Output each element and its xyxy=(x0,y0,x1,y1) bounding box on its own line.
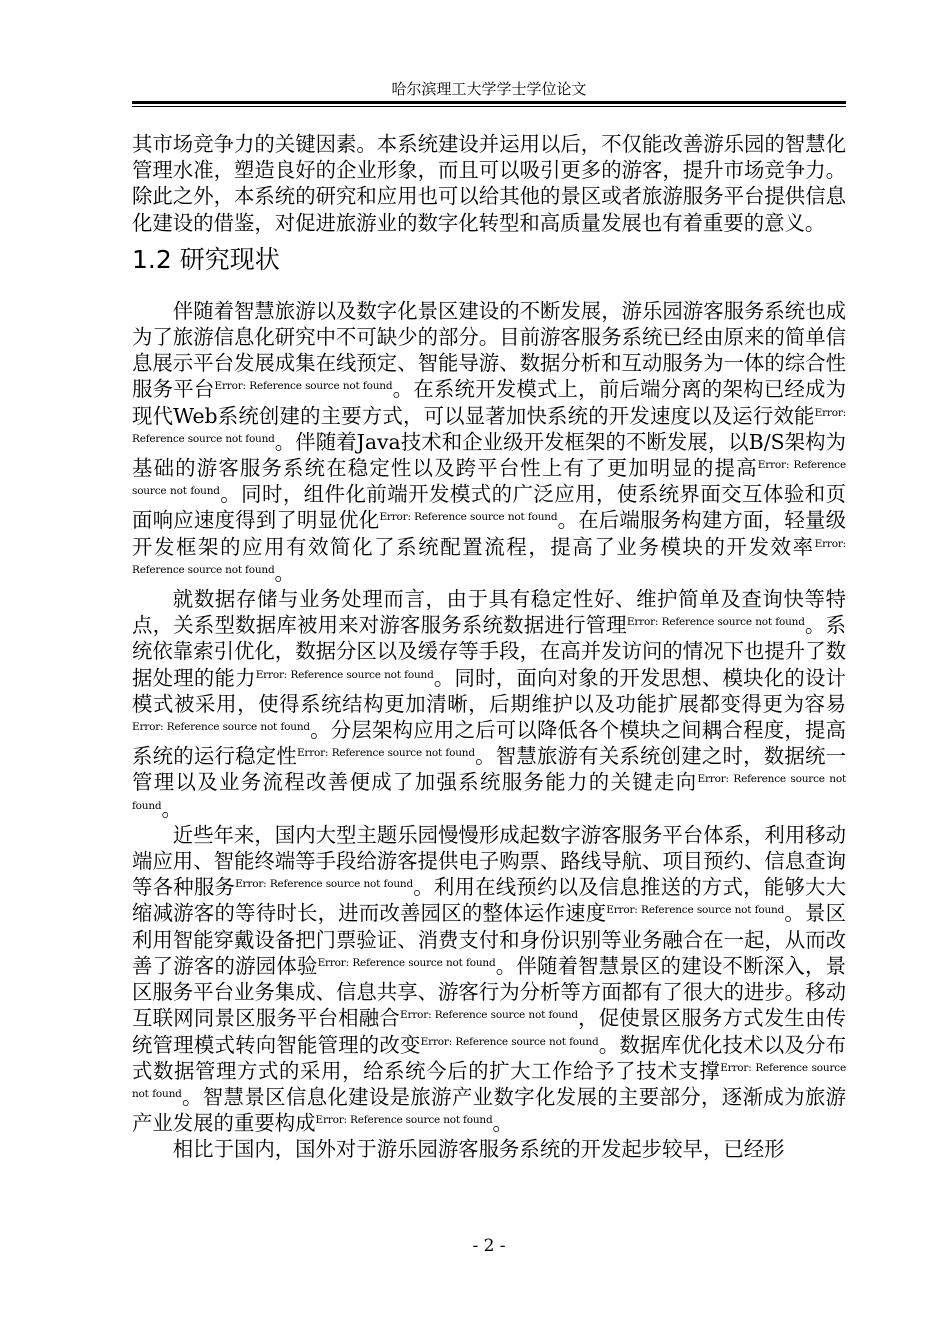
paragraph-4: 相比于国内，国外对于游乐园游客服务系统的开发起步较早，已经形 xyxy=(172,1137,785,1162)
text-run: 。智慧景区信息化建设是旅游产业数字化发展的主要部分，逐渐成为旅游产业发展的重要构成 xyxy=(132,1084,847,1136)
paragraph-3 xyxy=(132,822,846,1136)
text-run: 。伴随着智慧景区的建设不断深入，景区服务平台业务集成、信息共享、游客行为分析等方面都有了很大的进步。移动互联网同景区服务平台相融合 xyxy=(132,953,847,1031)
citation-marker: Error: Reference source not found xyxy=(315,1114,493,1127)
citation-marker: Error: Reference source not found xyxy=(255,668,434,681)
section-heading: 1.2 研究现状 xyxy=(132,244,280,274)
paragraph-1 xyxy=(132,298,846,586)
text-run: 。利用在线预约以及信息推送的方式，能够大大缩减游客的等待时长，进而改善园区的整体运作速度 xyxy=(132,875,846,926)
header-rule-thick xyxy=(132,101,846,104)
text-run: 。 xyxy=(274,560,295,585)
paragraph-2 xyxy=(132,586,846,822)
citation-marker: Error: Reference source not found xyxy=(132,406,846,445)
text-run: 。同时，面向对象的开发思想、模块化的设计模式被采用，使得系统结构更加清晰，后期维护以及功能扩展都变得更为容易 xyxy=(132,665,846,716)
citation-marker: Error: Reference source not found xyxy=(214,380,393,393)
text-run: 伴随着智慧旅游以及数字化景区建设的不断发展，游乐园游客服务系统也成为了旅游信息化研究中不可缺少的部分。目前游客服务系统已经由原来的简单信息展示平台发展成集在线预定、智能导游、数据分析和互动服务为一体的综合性服务平台 xyxy=(132,298,846,402)
citation-marker: Error: Reference source not found xyxy=(235,878,413,891)
text-run: 。在后端服务构建方面，轻量级开发框架的应用有效简化了系统配置流程，提高了业务模块的开发效率 xyxy=(132,508,847,559)
running-header: 哈尔滨理工大学学士学位论文 xyxy=(391,80,587,98)
text-run: 。在系统开发模式上，前后端分离的架构已经成为现代Web系统创建的主要方式，可以显著加快系统的开发速度以及运行效能 xyxy=(132,377,847,428)
citation-marker: Error: Reference source not found xyxy=(132,459,846,498)
text-run: 。 xyxy=(492,1111,513,1136)
citation-marker: Error: Reference source not found xyxy=(132,537,846,576)
citation-marker: Error: Reference source not found xyxy=(379,511,558,524)
citation-marker: Error: Reference source not found xyxy=(400,1009,578,1022)
text-run: 。景区利用智能穿戴设备把门票验证、消费支付和身份识别等业务融合在一起，从而改善了游客的游园体验 xyxy=(132,901,846,978)
citation-marker: Error: Reference source not found xyxy=(132,1061,846,1100)
citation-marker: Error: Reference source not found xyxy=(296,747,475,760)
citation-marker: Error: Reference source not found xyxy=(606,904,785,917)
citation-marker: Error: Reference source not found xyxy=(626,616,805,629)
text-run: 近些年来，国内大型主题乐园慢慢形成起数字游客服务平台体系，利用移动端应用、智能终端等手段给游客提供电子购票、路线导航、项目预约、信息查询等各种服务 xyxy=(132,822,846,900)
page-number: - 2 - xyxy=(472,1236,506,1256)
text-run: 。系统依靠索引优化，数据分区以及缓存等手段，在高并发访问的情况下也提升了数据处理的能力 xyxy=(132,613,847,690)
text-run: ，促使景区服务方式发生由传统管理模式转向智能管理的改变 xyxy=(132,1006,846,1057)
body-text xyxy=(132,131,846,1163)
text-run: 。智慧旅游有关系统创建之时，数据统一管理以及业务流程改善便成了加强系统服务能力的关键走向 xyxy=(132,744,846,795)
citation-marker: Error: Reference source not found xyxy=(132,773,846,812)
text-run: 。分层架构应用之后可以降低各个模块之间耦合程度，提高系统的运行稳定性 xyxy=(132,718,846,769)
citation-marker: Error: Reference source not found xyxy=(420,1035,599,1048)
header-rule-thin xyxy=(132,106,846,107)
text-run: 就数据存储与业务处理而言，由于具有稳定性好、维护简单及查询快等特点，关系型数据库被用来对游客服务系统数据进行管理 xyxy=(132,587,846,638)
citation-marker: Error: Reference source not found xyxy=(317,956,496,969)
text-run: 。伴随着Java技术和企业级开发框架的不断发展，以B/S架构为基础的游客服务系统在稳定性以及跨平台性上有了更加明显的提高 xyxy=(132,429,847,481)
intro-paragraph: 其市场竞争力的关键因素。本系统建设并运用以后，不仅能改善游乐园的智慧化管理水准，塑造良好的企业形象，而且可以吸引更多的游客，提升市场竞争力。除此之外，本系统的研究和应用也可以给其他的景区或者旅游服务平台提供信息化建设的借鉴，对促进旅游业的数字化转型和高质量发展也有着重要的意义。 xyxy=(132,132,846,235)
text-run: 。 xyxy=(161,796,182,821)
citation-marker: Error: Reference source not found xyxy=(132,721,310,734)
text-run: 。数据库优化技术以及分布式数据管理方式的采用，给系统今后的扩大工作给予了技术支撑 xyxy=(132,1032,847,1083)
text-run: 。同时，组件化前端开发模式的广泛应用，使系统界面交互体验和页面响应速度得到了明显优化 xyxy=(132,482,846,533)
